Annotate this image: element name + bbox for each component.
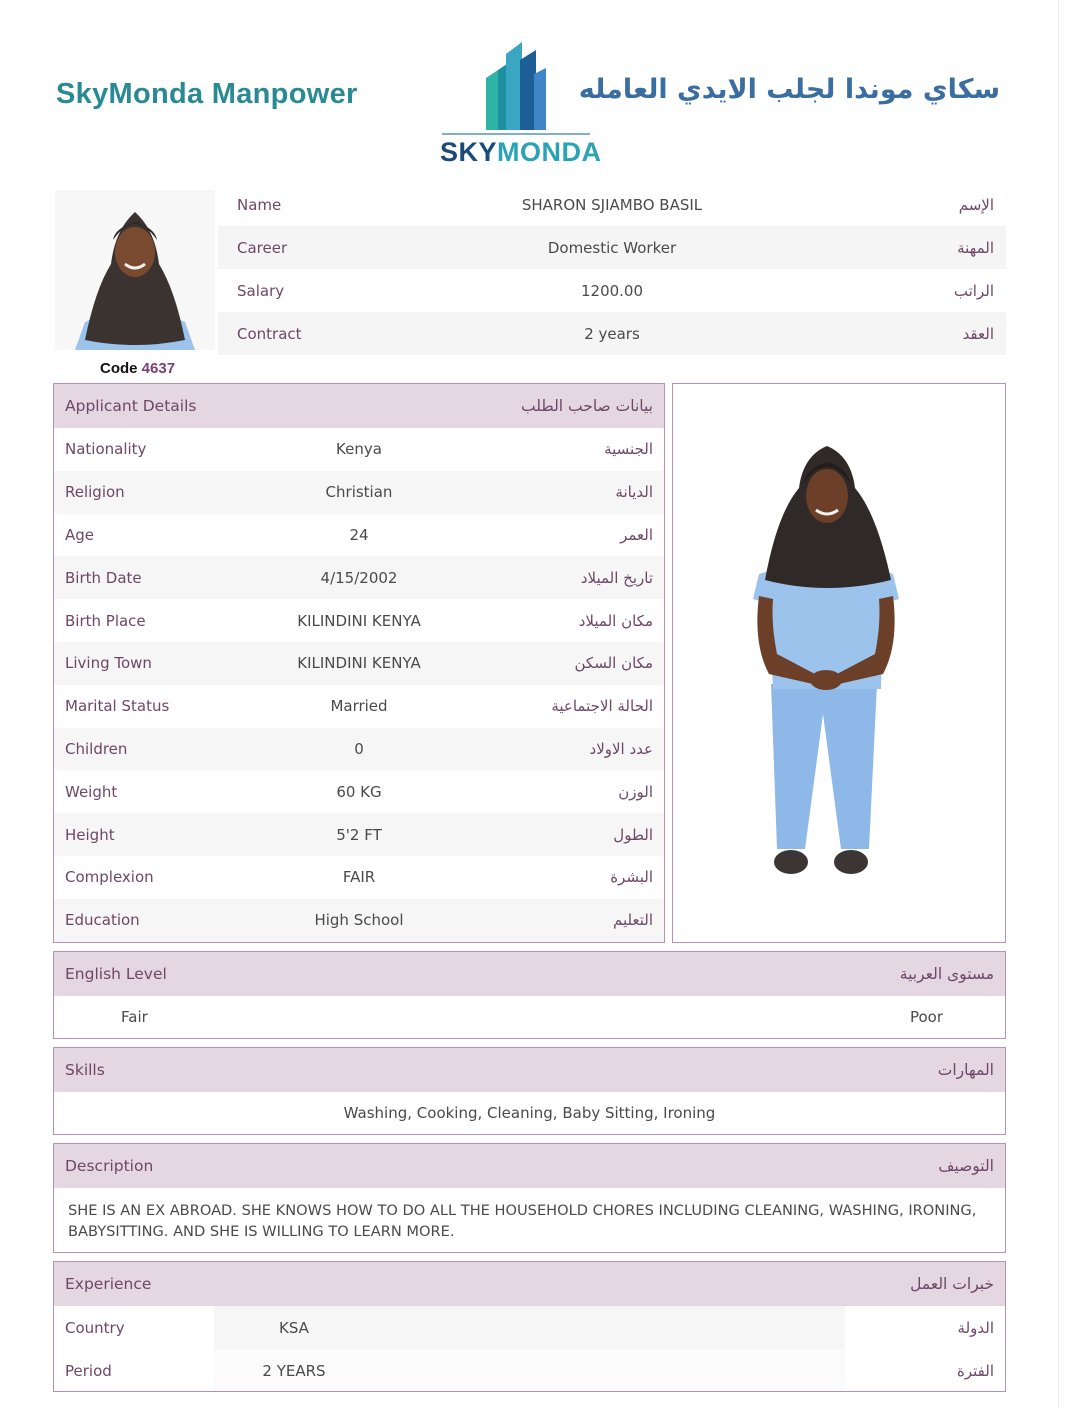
code-value: 4637	[141, 360, 176, 377]
detail-row-birth-date	[54, 556, 664, 599]
logo-word-sky: SKY	[440, 137, 498, 167]
experience-label-ar: الفترة	[845, 1349, 1005, 1392]
experience-section	[53, 1261, 1006, 1392]
experience-spacer	[374, 1349, 845, 1392]
code-label: Code	[100, 360, 138, 377]
arabic-level-value: Poor	[909, 1008, 943, 1026]
experience-row-country	[54, 1306, 1005, 1349]
skills-section	[53, 1047, 1006, 1135]
brand-name-ar: سكاي موندا لجلب الايدي العامله	[578, 74, 1000, 105]
detail-value: 24	[349, 525, 369, 544]
detail-label-en: Children	[65, 739, 128, 758]
detail-row-age	[54, 514, 664, 557]
summary-label-en: Contract	[237, 324, 302, 343]
section-title-en: Skills	[65, 1061, 105, 1079]
summary-value: SHARON SJIAMBO BASIL	[521, 195, 703, 214]
detail-label-en: Height	[65, 825, 115, 844]
summary-value: 1200.00	[580, 281, 644, 300]
full-body-photo	[672, 383, 1006, 943]
section-title-ar: المهارات	[937, 1061, 994, 1079]
summary-row-name	[218, 183, 1006, 226]
applicant-details-header	[54, 384, 664, 428]
section-title-ar: بيانات صاحب الطلب	[521, 397, 653, 415]
detail-value: High School	[314, 911, 404, 930]
detail-value: FAIR	[342, 868, 376, 887]
candidate-code	[100, 360, 175, 377]
summary-label-ar: العقد	[962, 324, 994, 343]
detail-label-en: Education	[65, 911, 140, 930]
section-title-ar: خبرات العمل	[910, 1275, 994, 1293]
detail-label-en: Age	[65, 525, 95, 544]
summary-label-en: Name	[237, 195, 282, 214]
detail-row-nationality	[54, 428, 664, 471]
detail-label-en: Complexion	[65, 868, 154, 887]
skymonda-logo	[440, 40, 602, 168]
experience-label-ar: الدولة	[845, 1306, 1005, 1349]
detail-label-en: Weight	[65, 782, 118, 801]
detail-label-ar: عدد الاولاد	[589, 739, 653, 758]
detail-value: Married	[330, 697, 388, 716]
detail-value: Christian	[325, 483, 393, 502]
detail-value: 5'2 FT	[336, 825, 382, 844]
detail-row-children	[54, 728, 664, 771]
experience-value: 2 YEARS	[214, 1349, 374, 1392]
summary-label-ar: الإسم	[958, 195, 994, 214]
detail-value: 0	[354, 739, 364, 758]
detail-value: Kenya	[336, 440, 382, 459]
detail-value: KILINDINI KENYA	[297, 654, 421, 673]
experience-value: KSA	[214, 1306, 374, 1349]
detail-label-ar: الطول	[613, 825, 653, 844]
detail-value: KILINDINI KENYA	[297, 611, 421, 630]
description-section	[53, 1143, 1006, 1253]
applicant-details-section	[53, 383, 665, 943]
person-full-body-icon	[673, 384, 1004, 941]
buildings-logo-icon	[440, 40, 592, 136]
summary-label-ar: الراتب	[953, 281, 994, 300]
experience-header	[54, 1262, 1005, 1306]
detail-row-complexion	[54, 856, 664, 899]
detail-label-en: Religion	[65, 483, 125, 502]
english-level-value: Fair	[121, 1008, 148, 1026]
section-title-en: English Level	[65, 965, 167, 983]
experience-spacer	[374, 1306, 845, 1349]
experience-label-en: Period	[54, 1349, 214, 1392]
detail-row-marital-status	[54, 685, 664, 728]
detail-label-en: Birth Date	[65, 568, 142, 587]
section-title-en: Experience	[65, 1275, 152, 1293]
detail-label-ar: الحالة الاجتماعية	[551, 697, 653, 716]
language-level-header	[54, 952, 1005, 996]
summary-row-contract	[218, 312, 1006, 355]
detail-value: 60 KG	[336, 782, 382, 801]
summary-label-en: Salary	[237, 281, 285, 300]
detail-label-en: Living Town	[65, 654, 152, 673]
detail-row-height	[54, 813, 664, 856]
detail-label-ar: العمر	[620, 525, 653, 544]
language-level-section	[53, 951, 1006, 1039]
logo-word-monda: MONDA	[497, 137, 602, 167]
detail-row-religion	[54, 471, 664, 514]
detail-label-ar: الجنسية	[604, 440, 653, 459]
detail-row-education	[54, 899, 664, 942]
detail-label-ar: مكان الميلاد	[578, 611, 653, 630]
experience-label-en: Country	[54, 1306, 214, 1349]
detail-label-en: Nationality	[65, 440, 147, 459]
summary-row-salary	[218, 269, 1006, 312]
detail-label-en: Marital Status	[65, 697, 170, 716]
section-title-ar: مستوى العربية	[899, 965, 994, 983]
experience-row-period	[54, 1349, 1005, 1392]
skills-header	[54, 1048, 1005, 1092]
summary-table	[218, 183, 1006, 355]
brand-name-en: SkyMonda Manpower	[56, 78, 358, 110]
skills-value: Washing, Cooking, Cleaning, Baby Sitting, Ironing	[343, 1104, 716, 1122]
summary-row-career	[218, 226, 1006, 269]
language-level-row	[54, 996, 1005, 1038]
detail-row-weight	[54, 770, 664, 813]
portrait-photo	[55, 190, 215, 350]
logo-wordmark	[440, 137, 602, 168]
summary-label-ar: المهنة	[957, 238, 994, 257]
detail-label-ar: الوزن	[618, 782, 653, 801]
section-title-en: Applicant Details	[65, 397, 197, 415]
summary-value: Domestic Worker	[547, 238, 677, 257]
section-title-en: Description	[65, 1157, 154, 1175]
detail-label-ar: مكان السكن	[574, 654, 653, 673]
section-title-ar: التوصيف	[938, 1157, 994, 1175]
detail-row-living-town	[54, 642, 664, 685]
detail-label-ar: تاريخ الميلاد	[580, 568, 653, 587]
detail-row-birth-place	[54, 599, 664, 642]
detail-value: 4/15/2002	[320, 568, 398, 587]
detail-label-en: Birth Place	[65, 611, 146, 630]
summary-label-en: Career	[237, 238, 288, 257]
summary-value: 2 years	[584, 324, 640, 343]
person-portrait-icon	[55, 190, 215, 350]
page-edge	[1058, 0, 1059, 1408]
description-header	[54, 1144, 1005, 1188]
detail-label-ar: التعليم	[613, 911, 653, 930]
detail-label-ar: البشرة	[610, 868, 653, 887]
detail-label-ar: الديانة	[615, 483, 653, 502]
description-text: SHE IS AN EX ABROAD. SHE KNOWS HOW TO DO ALL THE HOUSEHOLD CHORES INCLUDING CLEANING, WASHING, IRONING, BABYSITTING. AND SHE IS WILLING TO LEARN MORE.	[68, 1202, 977, 1240]
